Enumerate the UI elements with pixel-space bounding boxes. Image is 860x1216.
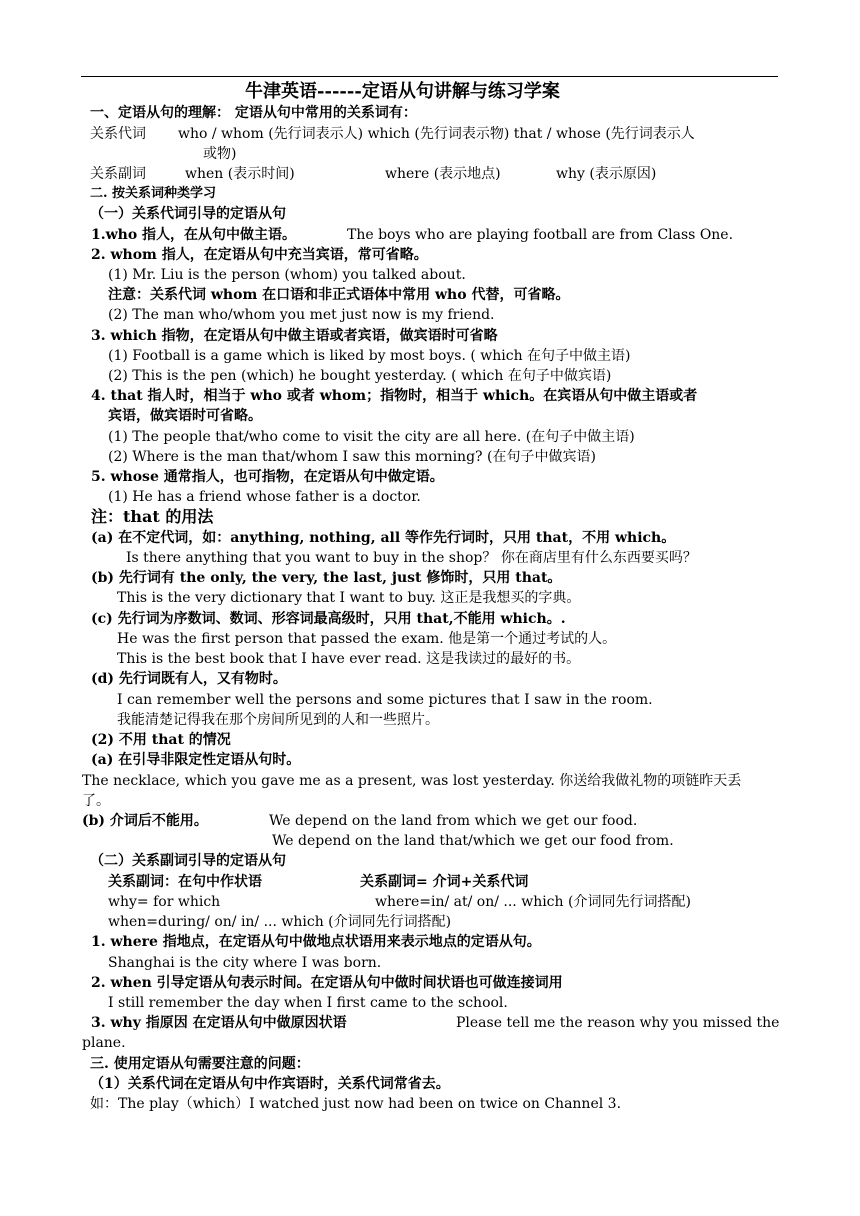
note-c-example-2: This is the best book that I have ever read. 这是我读过的最好的书。 [117,651,581,667]
which-rule: 3. which 指物，在定语从句中做主语或者宾语，做宾语时可省略 [91,328,498,344]
who-example: The boys who are playing football are from Class One. [347,227,734,243]
section-3-point-1: （1）关系代词在定语从句中作宾语时，关系代词常省去。 [90,1076,450,1092]
whom-note: 注意：关系代词 whom 在口语和非正式语体中常用 who 代替，可省略。 [108,287,570,303]
note-a-example: Is there anything that you want to buy in the shop？ 你在商店里有什么东西要买吗？ [126,550,697,566]
no-that-a: (a) 在引导非限定性定语从句时。 [91,752,301,768]
no-that-b-example-1: We depend on the land from which we get our food. [269,813,638,829]
which-example-2: (2) This is the pen (which) he bought yesterday. ( which 在句子中做宾语) [108,368,612,384]
no-that-heading: (2) 不用 that 的情况 [91,732,231,748]
rel-adv-why: why (表示原因) [556,166,657,182]
rel-pron-cont: 或物) [203,146,237,162]
why-rule: 3. why 指原因 在定语从句中做原因状语 [91,1015,347,1031]
where-rule: 1. where 指地点，在定语从句中做地点状语用来表示地点的定语从句。 [91,934,541,950]
whom-example-2: (2) The man who/whom you met just now is my friend. [108,307,495,323]
section-3-heading: 三. 使用定语从句需要注意的问题： [90,1056,310,1072]
note-heading: 注：that 的用法 [91,507,214,526]
subsection-2-heading: （二）关系副词引导的定语从句 [90,853,286,869]
no-that-a-example-2: 了。 [82,793,110,809]
note-d-example-1: I can remember well the persons and some pictures that I saw in the room. [117,692,653,708]
rel-adv-when: when (表示时间) [185,166,295,182]
section-2-heading: 二. 按关系词种类学习 [90,186,217,201]
note-b-example: This is the very dictionary that I want to buy. 这正是我想买的字典。 [117,590,581,606]
rel-adv-formula: 关系副词= 介词+关系代词 [360,874,529,890]
note-b: (b) 先行词有 the only, the very, the last, just 修饰时，只用 that。 [91,570,562,586]
who-rule: 1.who 指人，在从句中做主语。 [91,227,297,243]
rel-pron-label: 关系代词 [90,126,146,142]
no-that-a-example-1: The necklace, which you gave me as a present, was lost yesterday. 你送给我做礼物的项链昨天丢 [82,773,742,789]
rel-pron-text: who / whom (先行词表示人) which (先行词表示物) that / whose (先行词表示人 [178,126,695,142]
note-c: (c) 先行词为序数词、数词、形容词最高级时，只用 that,不能用 which。. [91,611,566,627]
rel-adv-label: 关系副词 [90,166,146,182]
whose-example: (1) He has a friend whose father is a doctor. [108,489,421,505]
page-title: 牛津英语------定语从句讲解与练习学案 [245,81,560,102]
no-that-b: (b) 介词后不能用。 [82,813,208,829]
whom-rule: 2. whom 指人，在定语从句中充当宾语，常可省略。 [91,247,428,263]
why-formula: why= for which [108,894,221,910]
why-example-1: Please tell me the reason why you missed the [456,1015,780,1031]
rel-adv-def: 关系副词：在句中作状语 [108,874,262,890]
section-1-heading: 一、定语从句的理解： 定语从句中常用的关系词有： [90,105,417,121]
which-example-1: (1) Football is a game which is liked by most boys. ( which 在句子中做主语) [108,348,631,364]
rel-adv-where: where (表示地点) [385,166,501,182]
section-3-point-1-example: 如：The play（which）I watched just now had been on twice on Channel 3. [90,1096,622,1112]
subsection-1-heading: （一）关系代词引导的定语从句 [90,206,286,222]
note-d: (d) 先行词既有人，又有物时。 [91,671,287,687]
where-example: Shanghai is the city where I was born. [108,955,382,971]
why-example-2: plane. [82,1035,126,1051]
that-rule-line-1: 4. that 指人时，相当于 who 或者 whom；指物时，相当于 which。在宾语从句中做主语或者 [91,388,698,404]
that-example-2: (2) Where is the man that/whom I saw this morning? (在句子中做宾语) [108,449,596,465]
note-d-example-2: 我能清楚记得我在那个房间所见到的人和一些照片。 [117,712,439,728]
when-formula: when=during/ on/ in/ ... which (介词同先行词搭配) [108,914,452,930]
that-example-1: (1) The people that/who come to visit the city are all here. (在句子中做主语) [108,429,635,445]
whom-example-1: (1) Mr. Liu is the person (whom) you talked about. [108,267,466,283]
note-c-example-1: He was the first person that passed the exam. 他是第一个通过考试的人。 [117,631,617,647]
top-rule [81,76,778,77]
when-rule: 2. when 引导定语从句表示时间。在定语从句中做时间状语也可做连接词用 [91,975,563,991]
note-a: (a) 在不定代词，如：anything, nothing, all 等作先行词时，只用 that，不用 which。 [91,530,676,546]
no-that-b-example-2: We depend on the land that/which we get our food from. [272,833,674,849]
whose-rule: 5. whose 通常指人，也可指物，在定语从句中做定语。 [91,469,444,485]
when-example: I still remember the day when I first came to the school. [108,995,508,1011]
that-rule-line-2: 宾语，做宾语时可省略。 [108,408,262,424]
where-formula: where=in/ at/ on/ ... which (介词同先行词搭配) [375,894,691,910]
